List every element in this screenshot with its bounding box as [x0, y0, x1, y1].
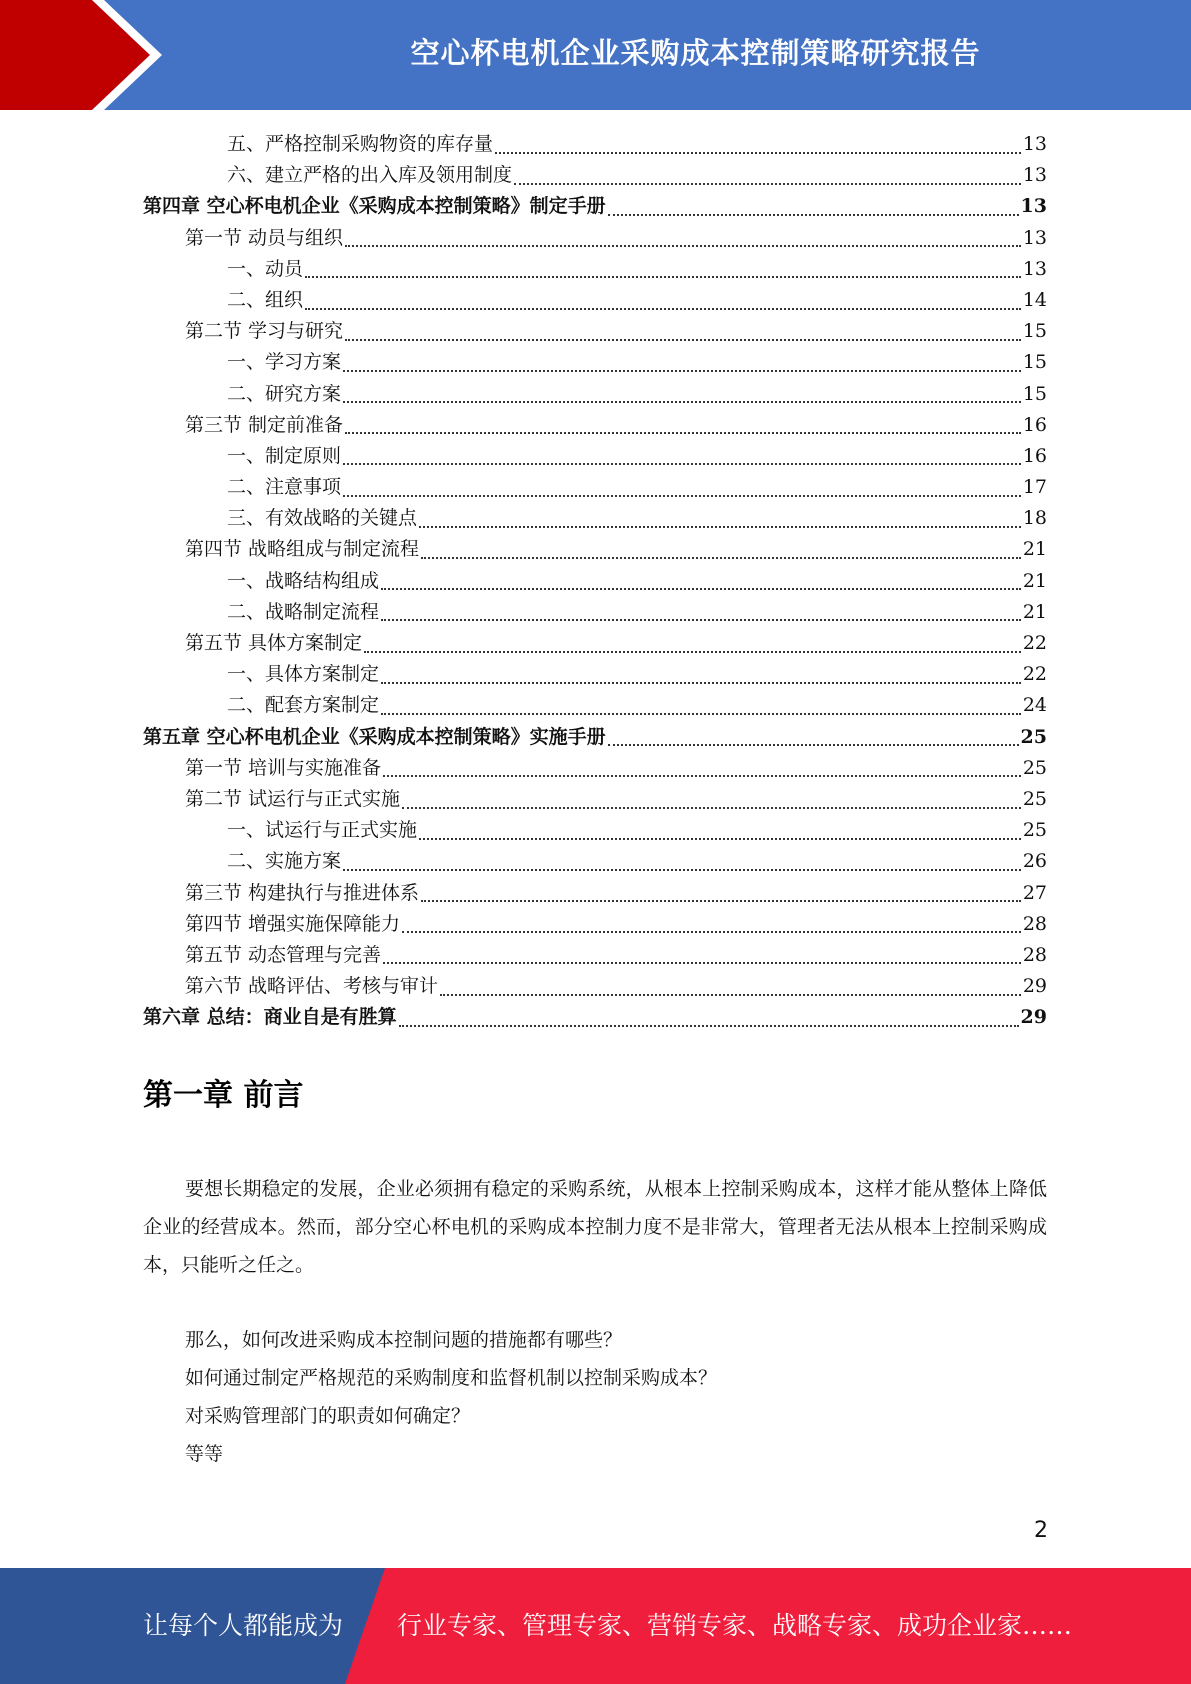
toc-entry-page: 28 — [1022, 912, 1047, 935]
page-header — [0, 0, 1191, 110]
toc-entry-label: 五、严格控制采购物资的库存量 — [227, 133, 494, 155]
toc-entry-page: 13 — [1022, 164, 1047, 187]
toc-leader-dots — [381, 588, 1021, 590]
toc-leader-dots — [343, 463, 1021, 465]
toc-entry-label: 第六章 总结：商业自是有胜算 — [143, 1006, 397, 1029]
question-line: 如何通过制定严格规范的采购制度和监督机制以控制采购成本？ — [185, 1367, 718, 1389]
toc-leader-dots — [495, 152, 1021, 154]
toc-entry-page: 15 — [1022, 320, 1047, 343]
toc-entry[interactable] — [143, 347, 1047, 378]
toc-leader-dots — [345, 245, 1021, 247]
toc-leader-dots — [343, 370, 1021, 372]
toc-entry-page: 14 — [1022, 288, 1047, 311]
toc-entry-label: 六、建立严格的出入库及领用制度 — [227, 164, 513, 187]
toc-entry[interactable] — [143, 160, 1047, 191]
toc-entry[interactable] — [143, 784, 1047, 815]
toc-entry[interactable] — [143, 379, 1047, 410]
intro-paragraph: 要想长期稳定的发展，企业必须拥有稳定的采购系统，从根本上控制采购成本，这样才能从整体上降低企业的经营成本。然而，部分空心杯电机的采购成本控制力度不是非常大，管理者无法从根本上控制采购成本，只能听之任之。 — [143, 1178, 1047, 1276]
toc-leader-dots — [343, 869, 1021, 871]
toc-entry-page: 16 — [1022, 444, 1047, 467]
toc-entry-page: 13 — [1022, 226, 1047, 249]
toc-entry-label: 一、学习方案 — [227, 351, 342, 374]
toc-entry-page: 25 — [1020, 725, 1047, 748]
report-title: 空心杯电机企业采购成本控制策略研究报告 — [410, 36, 981, 70]
toc-leader-dots — [402, 931, 1021, 933]
toc-leader-dots — [421, 557, 1021, 559]
toc-entry-page: 21 — [1022, 569, 1047, 592]
toc-entry-page: 15 — [1022, 382, 1047, 405]
toc-entry[interactable] — [143, 410, 1047, 441]
toc-entry[interactable] — [143, 285, 1047, 316]
toc-entry-page: 25 — [1022, 787, 1047, 810]
toc-leader-dots — [608, 214, 1019, 216]
toc-leader-dots — [343, 401, 1021, 403]
toc-entry-label: 二、配套方案制定 — [227, 694, 380, 717]
toc-entry[interactable] — [143, 254, 1047, 285]
toc-entry-page: 29 — [1020, 1006, 1047, 1029]
toc-entry-label: 第五节 具体方案制定 — [185, 632, 363, 654]
toc-leader-dots — [381, 682, 1021, 684]
toc-entry-page: 13 — [1022, 133, 1047, 155]
toc-entry-label: 第一节 动员与组织 — [185, 226, 344, 249]
toc-entry[interactable] — [143, 566, 1047, 597]
toc-leader-dots — [364, 651, 1021, 653]
footer-slogan-left: 让每个人都能成为 — [143, 1611, 344, 1640]
toc-entry-page: 13 — [1022, 257, 1047, 280]
toc-entry[interactable] — [143, 472, 1047, 503]
question-line: 对采购管理部门的职责如何确定？ — [185, 1405, 471, 1427]
chapter-title: 第一章 前言 — [143, 1078, 304, 1113]
toc-entry-page: 24 — [1022, 694, 1047, 717]
toc-leader-dots — [402, 807, 1021, 809]
toc-leader-dots — [345, 339, 1021, 341]
page-footer — [0, 1568, 1191, 1684]
toc-entry[interactable] — [143, 940, 1047, 971]
toc-entry-page: 25 — [1022, 819, 1047, 842]
toc-entry[interactable] — [143, 753, 1047, 784]
toc-entry-page: 17 — [1022, 476, 1047, 499]
toc-entry[interactable] — [143, 628, 1047, 659]
toc-leader-dots — [440, 994, 1021, 996]
toc-entry-label: 二、实施方案 — [227, 850, 342, 873]
toc-entry-label: 二、组织 — [227, 288, 304, 311]
toc-entry-page: 27 — [1022, 881, 1047, 904]
toc-entry[interactable] — [143, 597, 1047, 628]
toc-entry-label: 第二节 试运行与正式实施 — [185, 787, 401, 810]
toc-entry-page: 16 — [1022, 413, 1047, 436]
toc-leader-dots — [381, 619, 1021, 621]
toc-entry-label: 第一节 培训与实施准备 — [185, 756, 382, 779]
toc-entry-label: 二、注意事项 — [227, 476, 342, 499]
toc-entry-label: 第二节 学习与研究 — [185, 320, 344, 343]
page-number: 2 — [1034, 1518, 1048, 1543]
toc-leader-dots — [305, 308, 1021, 310]
table-of-contents — [143, 129, 1047, 1033]
toc-leader-dots — [345, 432, 1021, 434]
toc-entry[interactable] — [143, 690, 1047, 721]
footer-slogan-right: 行业专家、管理专家、营销专家、战略专家、成功企业家…… — [397, 1611, 1073, 1640]
toc-entry-label: 第三节 制定前准备 — [185, 413, 344, 436]
toc-entry-label: 一、战略结构组成 — [227, 569, 380, 592]
toc-entry-page: 22 — [1022, 663, 1047, 686]
toc-entry-label: 一、具体方案制定 — [227, 663, 380, 686]
toc-entry[interactable] — [143, 191, 1047, 222]
toc-entry-page: 26 — [1022, 850, 1047, 873]
toc-entry[interactable] — [143, 846, 1047, 877]
toc-entry[interactable] — [143, 722, 1047, 753]
toc-leader-dots — [419, 838, 1021, 840]
toc-entry[interactable] — [143, 659, 1047, 690]
toc-entry-page: 13 — [1020, 195, 1047, 218]
toc-entry-label: 一、动员 — [227, 257, 304, 280]
toc-entry-page: 29 — [1022, 975, 1047, 998]
question-line: 那么，如何改进采购成本控制问题的措施都有哪些？ — [185, 1329, 623, 1351]
toc-entry[interactable] — [143, 815, 1047, 846]
toc-leader-dots — [514, 183, 1021, 185]
toc-entry[interactable] — [143, 316, 1047, 347]
toc-entry-label: 第四章 空心杯电机企业《采购成本控制策略》制定手册 — [143, 195, 606, 218]
toc-entry[interactable] — [143, 534, 1047, 565]
toc-entry-page: 28 — [1022, 943, 1047, 966]
toc-entry-label: 一、制定原则 — [227, 444, 342, 467]
toc-entry[interactable] — [143, 909, 1047, 940]
toc-entry[interactable] — [143, 223, 1047, 254]
toc-entry-label: 第四节 增强实施保障能力 — [185, 912, 401, 935]
toc-entry[interactable] — [143, 878, 1047, 909]
toc-entry-page: 15 — [1022, 351, 1047, 374]
toc-entry-page: 21 — [1022, 538, 1047, 561]
toc-leader-dots — [399, 1025, 1019, 1027]
toc-entry[interactable] — [143, 441, 1047, 472]
toc-entry-label: 第三节 构建执行与推进体系 — [185, 881, 420, 904]
toc-entry-page: 22 — [1022, 632, 1047, 654]
toc-entry-label: 二、战略制定流程 — [227, 600, 380, 623]
toc-leader-dots — [608, 744, 1019, 746]
toc-entry[interactable] — [143, 1002, 1047, 1033]
toc-entry-label: 第五节 动态管理与完善 — [185, 943, 382, 966]
toc-leader-dots — [343, 495, 1021, 497]
toc-leader-dots — [419, 526, 1021, 528]
toc-entry-page: 18 — [1022, 507, 1047, 530]
toc-entry-page: 25 — [1022, 756, 1047, 779]
toc-entry-label: 一、试运行与正式实施 — [227, 819, 418, 842]
toc-leader-dots — [383, 775, 1021, 777]
toc-entry[interactable] — [143, 971, 1047, 1002]
toc-leader-dots — [381, 713, 1021, 715]
question-line: 等等 — [185, 1443, 224, 1465]
toc-entry-label: 第四节 战略组成与制定流程 — [185, 538, 420, 561]
toc-entry-label: 第六节 战略评估、考核与审计 — [185, 975, 439, 998]
toc-entry[interactable] — [143, 129, 1047, 160]
toc-leader-dots — [421, 900, 1021, 902]
toc-entry-label: 二、研究方案 — [227, 382, 342, 405]
red-arrow-decoration — [0, 0, 200, 110]
toc-entry-page: 21 — [1022, 600, 1047, 623]
toc-entry-label: 第五章 空心杯电机企业《采购成本控制策略》实施手册 — [143, 725, 606, 748]
toc-leader-dots — [383, 962, 1021, 964]
toc-leader-dots — [305, 276, 1021, 278]
toc-entry-label: 三、有效战略的关键点 — [227, 507, 418, 530]
toc-entry[interactable] — [143, 503, 1047, 534]
